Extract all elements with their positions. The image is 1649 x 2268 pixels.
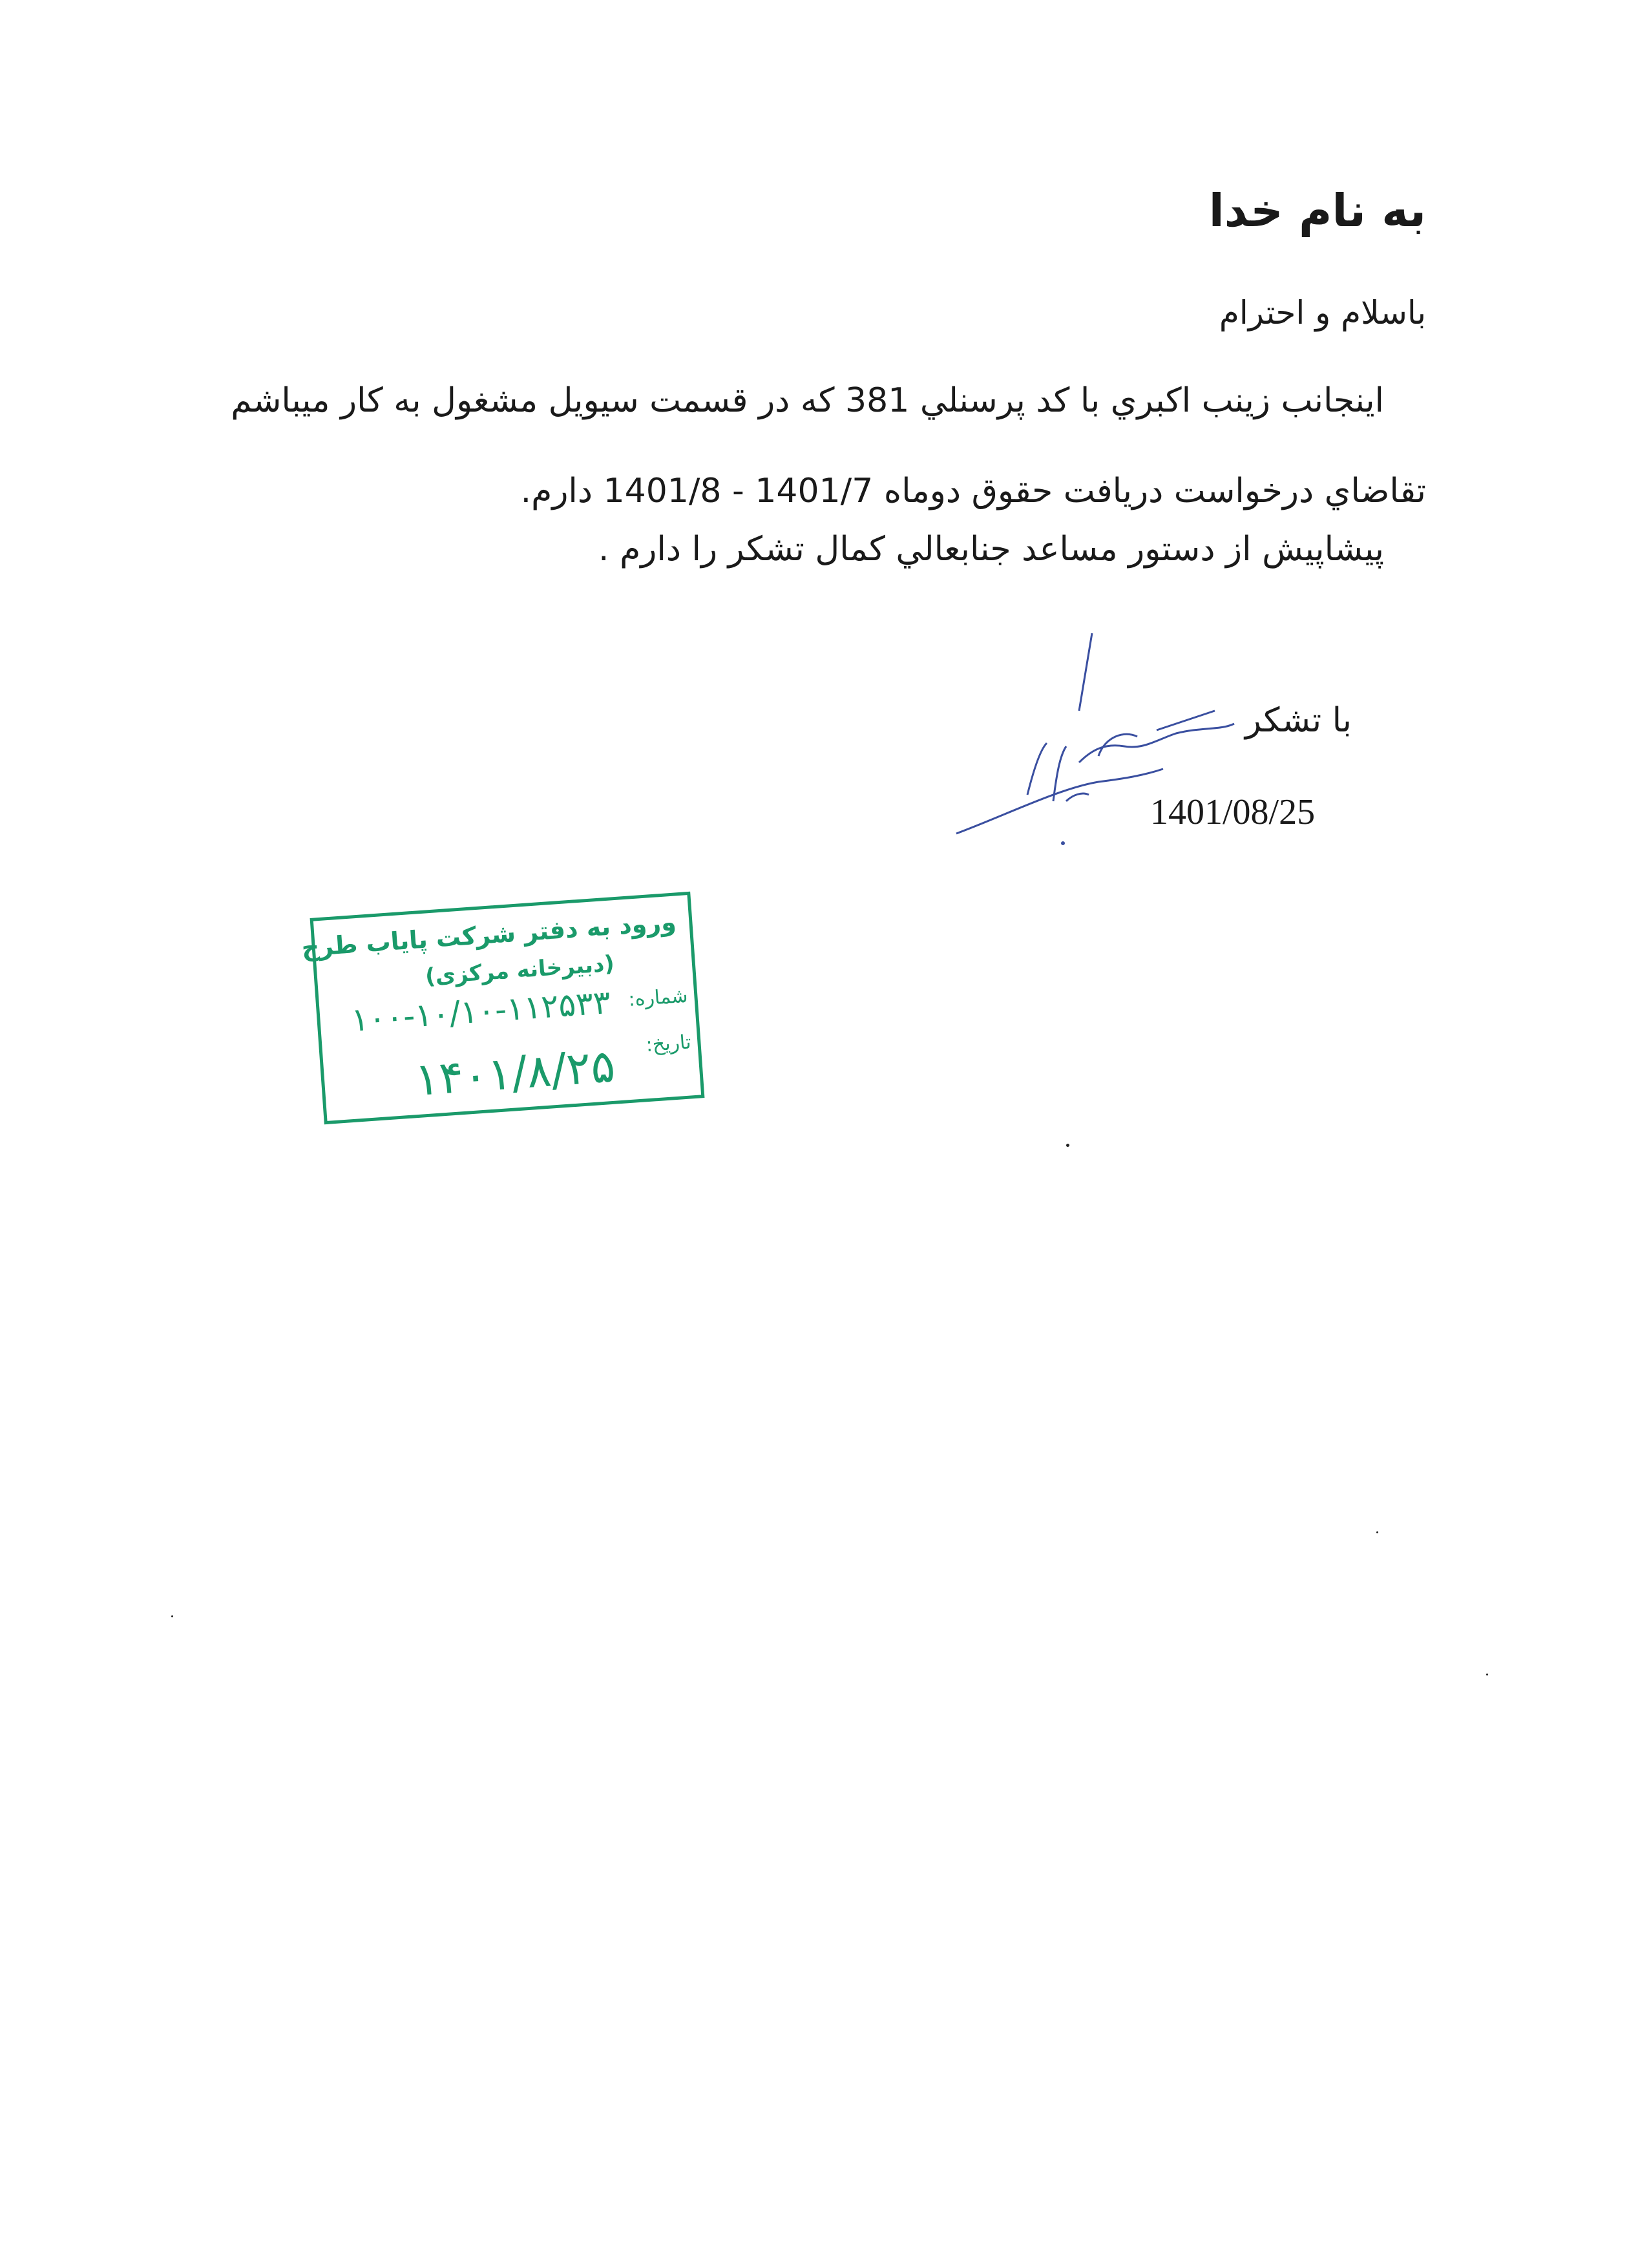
letter-heading: به نام خدا	[1208, 184, 1426, 237]
letter-date: 1401/08/25	[1150, 792, 1316, 832]
office-stamp	[300, 892, 705, 1124]
handwritten-signature	[930, 620, 1266, 866]
stamp-number-label: شماره:	[627, 984, 689, 1011]
stamp-date-value: ۱۴۰۱/۸/۲۵	[413, 1039, 617, 1107]
letter-body-line-3: پيشاپيش از دستور مساعد جنابعالي كمال تشكر را دارم .	[598, 530, 1384, 569]
scan-speck	[1486, 1674, 1488, 1675]
stamp-subtitle: (دبیرخانه مرکزی)	[424, 950, 616, 990]
scan-speck	[1066, 1144, 1069, 1147]
letter-closing: با تشكر	[1245, 701, 1352, 740]
scan-speck	[171, 1615, 173, 1617]
stamp-date-label: تاریخ:	[645, 1031, 692, 1057]
scan-speck	[1376, 1531, 1378, 1533]
letter-body-line-1: اينجانب زينب اكبري با كد پرسنلي 381 كه در قسمت سيويل مشغول به كار ميباشم	[231, 381, 1384, 420]
stamp-number-value: ۱۰۰-۱۰/۱۰-۱۱۲۵۳۳	[350, 983, 612, 1039]
stamp-title: ورود به دفتر شرکت پایاب طرح	[300, 907, 677, 962]
letter-body-line-2: تقاضاي درخواست دريافت حقوق دوماه 1401/7 - 1401/8 دارم.	[520, 472, 1426, 510]
letter-greeting: باسلام و احترام	[1219, 294, 1426, 331]
